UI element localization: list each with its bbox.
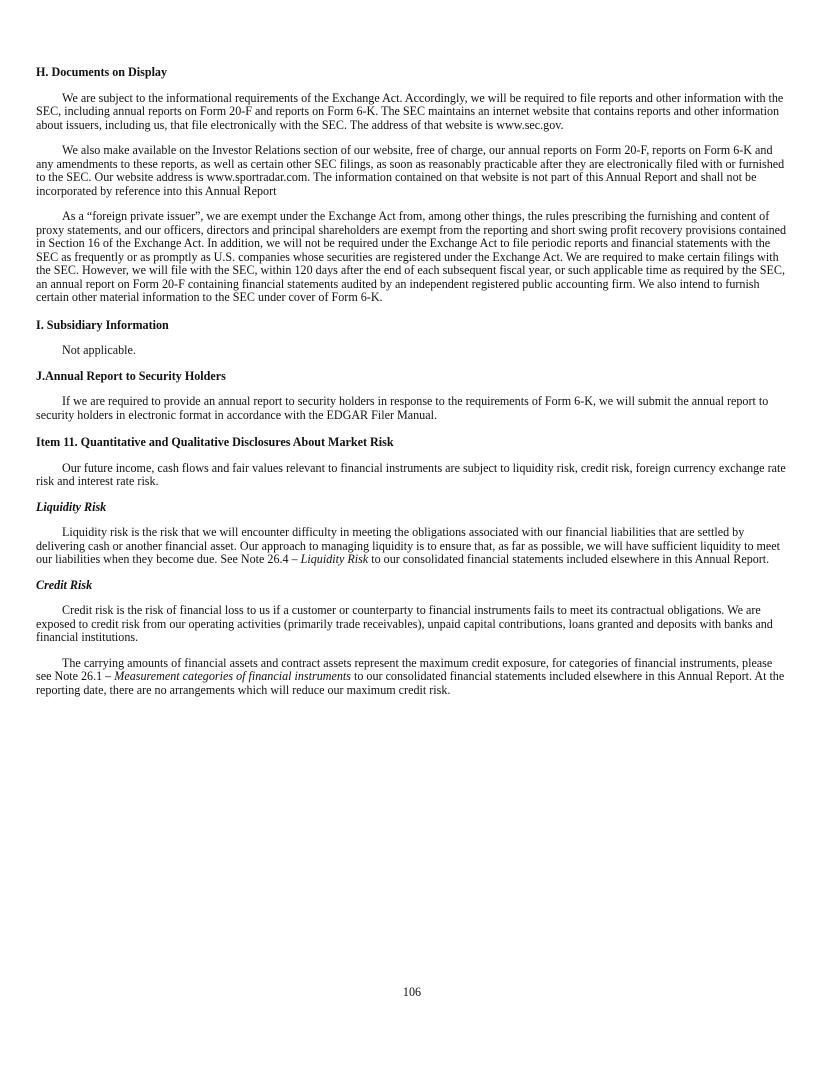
page-number: 106 (402, 985, 422, 999)
paragraph: Liquidity risk is the risk that we will encounter difficulty in meeting the obligations associated with our financial liabilities that are settled by delivering cash or another financial asset. Our approach to managing liquidity is to ensure that, as far as possible, we will have sufficient liquidity to meet our liabilities when they become due. See Note 26.4 – Liquidity Risk to our consolidated financial statements included elsewhere in this Annual Report. (36, 525, 781, 566)
section-heading-item-11: Item 11. Quantitative and Qualitative Disclosures About Market Risk (36, 435, 394, 449)
paragraph: We are subject to the informational requirements of the Exchange Act. Accordingly, we will be required to file reports and other information with the SEC, including annual reports on Form 20-F and reports on Form 6-K. The SEC maintains an internet website that contains reports and other information about issuers, including us, that file electronically with the SEC. The address of that website is www.sec.gov. (36, 90, 784, 132)
section-heading-liquidity-risk: Liquidity Risk (36, 499, 107, 514)
section-heading-credit-risk: Credit Risk (36, 577, 93, 592)
note-reference: Measurement categories of financial instruments (114, 669, 351, 683)
document-body (36, 66, 790, 697)
section-heading-subsidiary-information: I. Subsidiary Information (36, 317, 169, 332)
paragraph: As a “foreign private issuer”, we are exempt under the Exchange Act from, among other things, the rules prescribing the furnishing and content of proxy statements, and our officers, directors and principal shareholders are exempt from the reporting and short swing profit recovery provisions contained in Section 16 of the Exchange Act. In addition, we will not be required under the Exchange Act to file periodic reports and financial statements with the SEC as frequently or as promptly as U.S. companies whose securities are registered under the Exchange Act. We are required to make certain filings with the SEC. However, we will file with the SEC, within 120 days after the end of each subsequent fiscal year, or such applicable time as required by the SEC, an annual report on Form 20-F containing financial statements audited by an independent registered public accounting firm. We also intend to furnish certain other material information to the SEC under cover of Form 6-K. (36, 209, 787, 304)
note-reference: Liquidity Risk (300, 552, 369, 566)
paragraph: Not applicable. (62, 343, 136, 357)
paragraph: Our future income, cash flows and fair values relevant to financial instruments are subject to liquidity risk, credit risk, foreign currency exchange rate risk and interest rate risk. (36, 460, 786, 488)
section-heading-annual-report: J.Annual Report to Security Holders (36, 368, 226, 383)
paragraph: We also make available on the Investor Relations section of our website, free of charge, our annual reports on Form 20-F, reports on Form 6-K and any amendments to these reports, as well as certain other SEC filings, as soon as reasonably practicable after they are electronically filed with or furnished to the SEC. Our website address is www.sportradar.com. The information contained on that website is not part of this Annual Report and shall not be incorporated by reference into this Annual Report (36, 143, 785, 198)
paragraph: Credit risk is the risk of financial loss to us if a customer or counterparty to financial instruments fails to meet its contractual obligations. We are exposed to credit risk from our operating activities (primarily trade receivables), unpaid capital contributions, loans granted and deposits with banks and financial institutions. (36, 603, 773, 644)
paragraph: If we are required to provide an annual report to security holders in response to the requirements of Form 6-K, we will submit the annual report to security holders in electronic format in accordance with the EDGAR Filer Manual. (36, 394, 769, 422)
paragraph: The carrying amounts of financial assets and contract assets represent the maximum credit exposure, for categories of financial instruments, please see Note 26.1 – Measurement categories of financial instruments to our consolidated financial statements included elsewhere in this Annual Report. At the reporting date, there are no arrangements which will reduce our maximum credit risk. (36, 655, 785, 697)
section-heading-documents-on-display: H. Documents on Display (36, 65, 168, 79)
